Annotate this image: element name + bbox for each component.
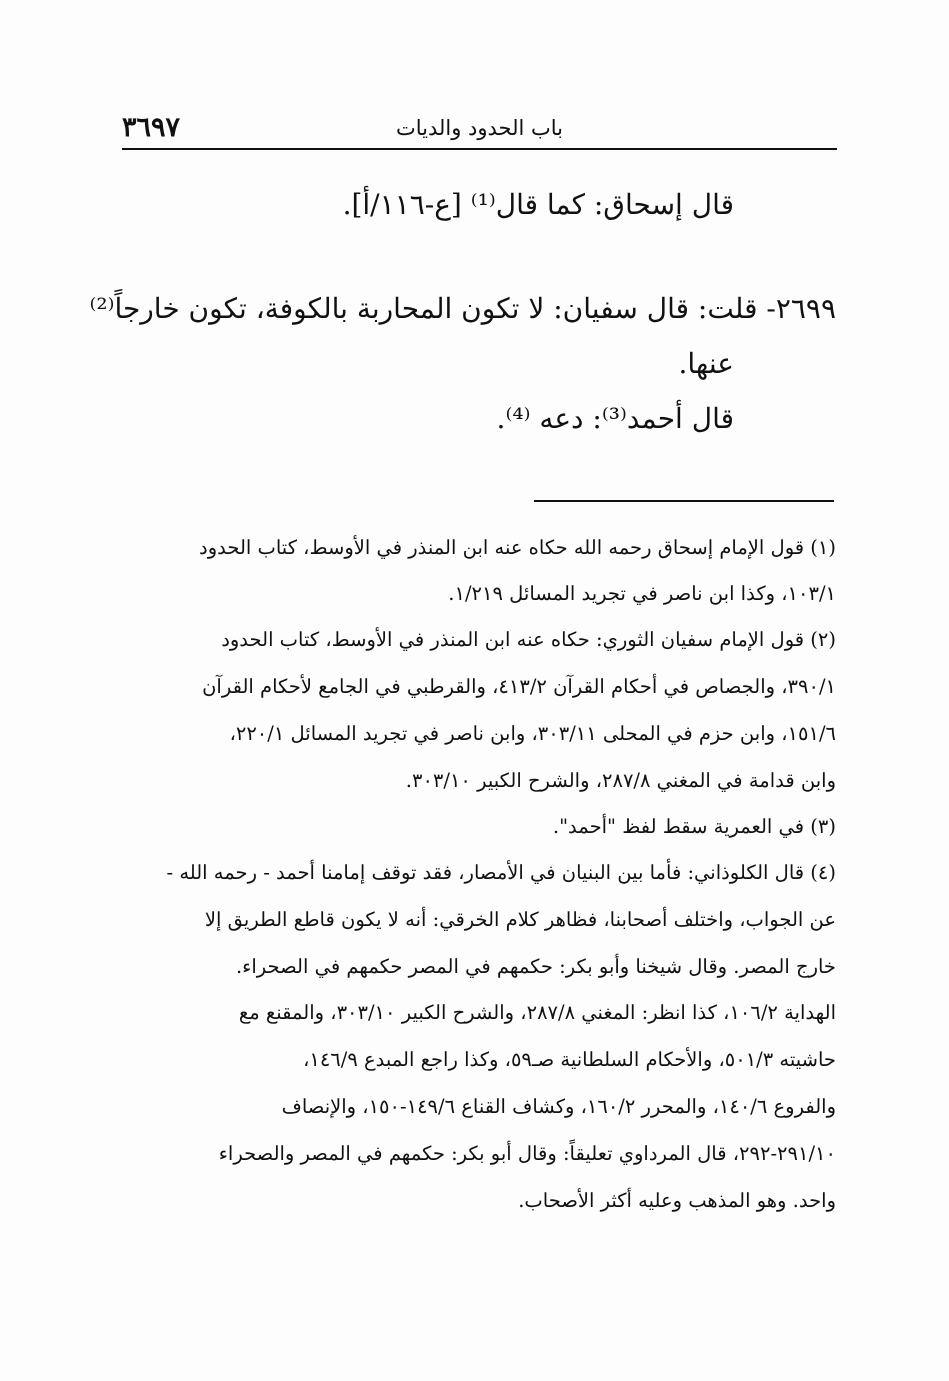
page-number: ٣٦٩٧ xyxy=(122,112,181,143)
footnote-line: خارج المصر. وقال شيخنا وأبو بكر: حكمهم في المصر حكمهم في الصحراء. xyxy=(235,955,836,978)
header-rule xyxy=(122,148,837,150)
footnote-line: (٤) قال الكلوذاني: فأما بين البنيان في الأمصار، فقد توقف إمامنا أحمد - رحمه الله - xyxy=(166,861,836,884)
footnote-line: ٢٩١/١٠-٢٩٢، قال المرداوي تعليقاً: وقال أبو بكر: حكمهم في المصر والصحراء xyxy=(218,1142,836,1165)
footnote-line: حاشيته ٥٠١/٣، والأحكام السلطانية صـ٥٩، وكذا راجع المبدع ١٤٦/٩، xyxy=(303,1048,836,1071)
main-line-1: قال إسحاق: كما قال⁽¹⁾ [ع-١١٦/أ]. xyxy=(342,188,734,221)
page-header xyxy=(122,112,837,150)
footnote-line: والفروع ١٤٠/٦، والمحرر ١٦٠/٢، وكشاف القناع ١٤٩/٦-١٥٠، والإنصاف xyxy=(281,1095,836,1118)
main-line-3: عنها. xyxy=(678,347,734,380)
footnote-line: (١) قول الإمام إسحاق رحمه الله حكاه عنه ابن المنذر في الأوسط، كتاب الحدود xyxy=(199,536,836,559)
footnote-line: واحد. وهو المذهب وعليه أكثر الأصحاب. xyxy=(518,1189,836,1212)
footnote-separator xyxy=(534,500,834,502)
footnote-line: الهداية ١٠٦/٢، كذا انظر: المغني ٢٨٧/٨، والشرح الكبير ٣٠٣/١٠، والمقنع مع xyxy=(238,1001,836,1024)
footnote-line: (٣) في العمرية سقط لفظ "أحمد". xyxy=(552,815,836,838)
footnote-line: وابن قدامة في المغني ٢٨٧/٨، والشرح الكبير ٣٠٣/١٠. xyxy=(405,769,836,792)
main-line-4: قال أحمد⁽³⁾: دعه ⁽⁴⁾. xyxy=(496,402,734,435)
main-line-2: ٢٦٩٩- قلت: قال سفيان: لا تكون المحاربة بالكوفة، تكون خارجاً⁽²⁾ xyxy=(89,292,836,325)
footnote-line: ٣٩٠/١، والجصاص في أحكام القرآن ٤١٣/٢، والقرطبي في الجامع لأحكام القرآن xyxy=(202,675,836,698)
footnote-line: (٢) قول الإمام سفيان الثوري: حكاه عنه ابن المنذر في الأوسط، كتاب الحدود xyxy=(221,628,836,651)
running-title: باب الحدود والديات xyxy=(395,116,564,140)
footnote-line: عن الجواب، واختلف أصحابنا، فظاهر كلام الخرقي: أنه لا يكون قاطع الطريق إلا xyxy=(204,908,836,931)
footnote-line: ١٠٣/١، وكذا ابن ناصر في تجريد المسائل ١/٢١٩. xyxy=(448,582,836,605)
footnote-line: ١٥١/٦، وابن حزم في المحلى ٣٠٣/١١، وابن ناصر في تجريد المسائل ٢٢٠/١، xyxy=(229,722,836,745)
